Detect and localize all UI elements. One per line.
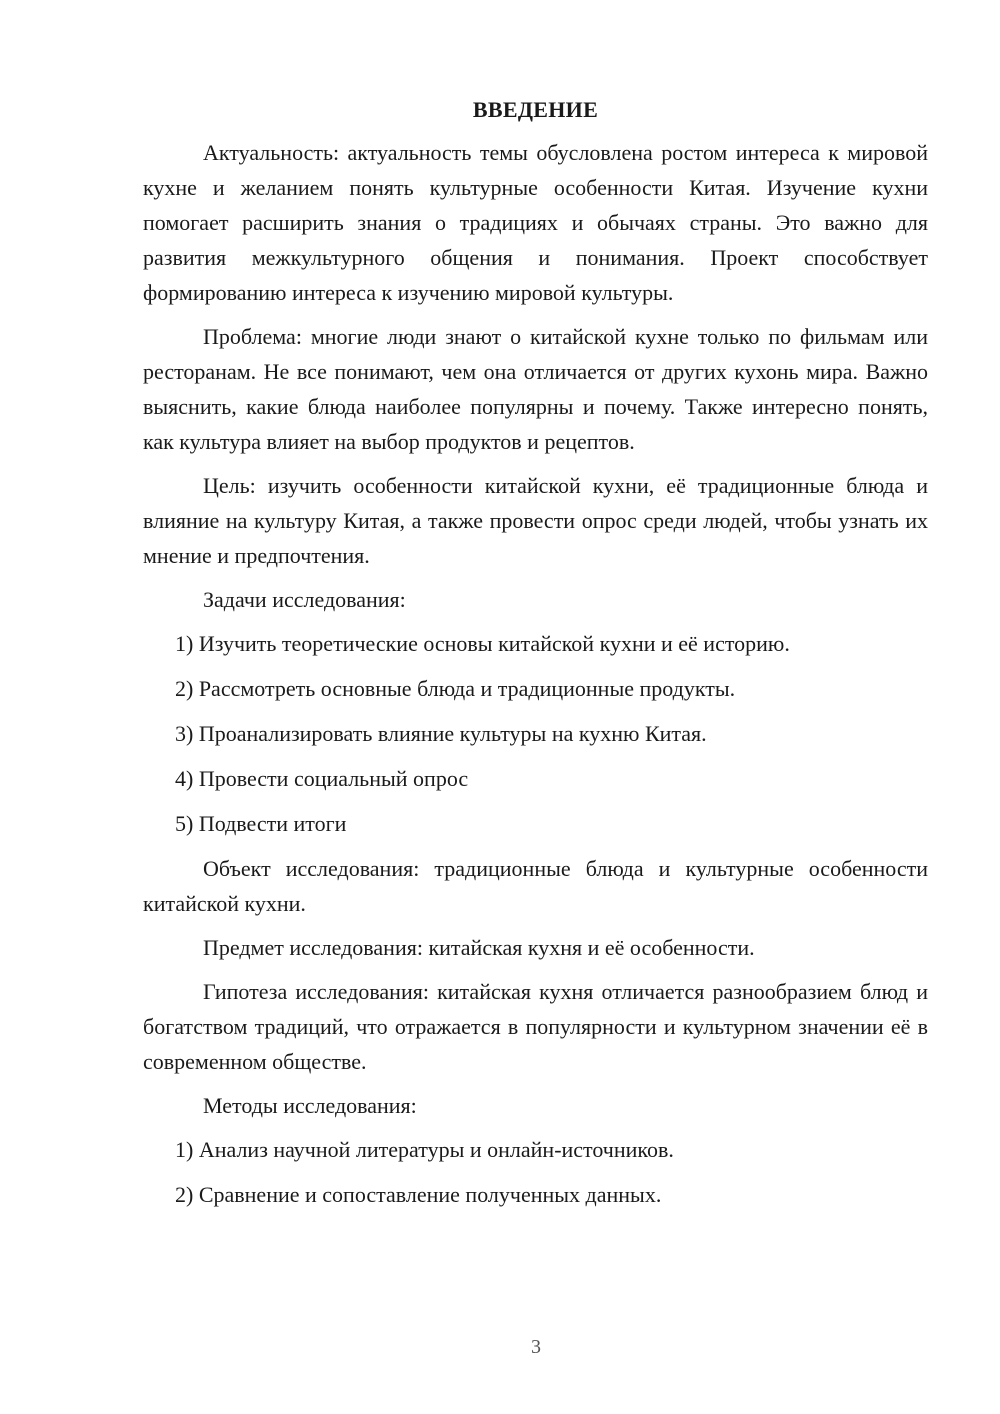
object-paragraph: Объект исследования: традиционные блюда и культурные особенности китайской кухни.: [143, 856, 928, 916]
page-title: ВВЕДЕНИЕ: [472, 97, 599, 122]
task-item-3: 3) Проанализировать влияние культуры на кухню Китая.: [175, 721, 707, 746]
task-item-1: 1) Изучить теоретические основы китайской кухни и её историю.: [175, 631, 790, 656]
subject-paragraph: Предмет исследования: китайская кухня и её особенности.: [203, 935, 755, 960]
task-item-2: 2) Рассмотреть основные блюда и традиционные продукты.: [175, 676, 736, 701]
page-number: 3: [531, 1336, 541, 1358]
goal-paragraph: Цель: изучить особенности китайской кухни, её традиционные блюда и влияние на культуру Китая, а также провести опрос среди людей, чтобы узнать их мнение и предпочтения.: [143, 473, 928, 568]
page-content: [143, 95, 928, 1222]
method-item-1: 1) Анализ научной литературы и онлайн-источников.: [175, 1137, 674, 1162]
task-item-5: 5) Подвести итоги: [175, 811, 347, 836]
method-item-2: 2) Сравнение и сопоставление полученных данных.: [175, 1182, 662, 1207]
relevance-paragraph: Актуальность: актуальность темы обусловлена ростом интереса к мировой кухне и желанием понять культурные особенности Китая. Изучение кухни помогает расширить знания о традициях и обычаях страны. Это важно для развития межкультурного общения и понимания. Проект способствует формированию интереса к изучению мировой культуры.: [143, 140, 928, 305]
problem-paragraph: Проблема: многие люди знают о китайской кухне только по фильмам или ресторанам. Не все понимают, чем она отличается от других кухонь мира. Важно выяснить, какие блюда наиболее популярны и почему. Также интересно понять, как культура влияет на выбор продуктов и рецептов.: [143, 324, 928, 454]
hypothesis-paragraph: Гипотеза исследования: китайская кухня отличается разнообразием блюд и богатством традиций, что отражается в популярности и культурном значении её в современном обществе.: [143, 979, 928, 1074]
methods-heading: Методы исследования:: [203, 1093, 417, 1118]
tasks-heading: Задачи исследования:: [203, 587, 406, 612]
task-item-4: 4) Провести социальный опрос: [175, 766, 469, 791]
